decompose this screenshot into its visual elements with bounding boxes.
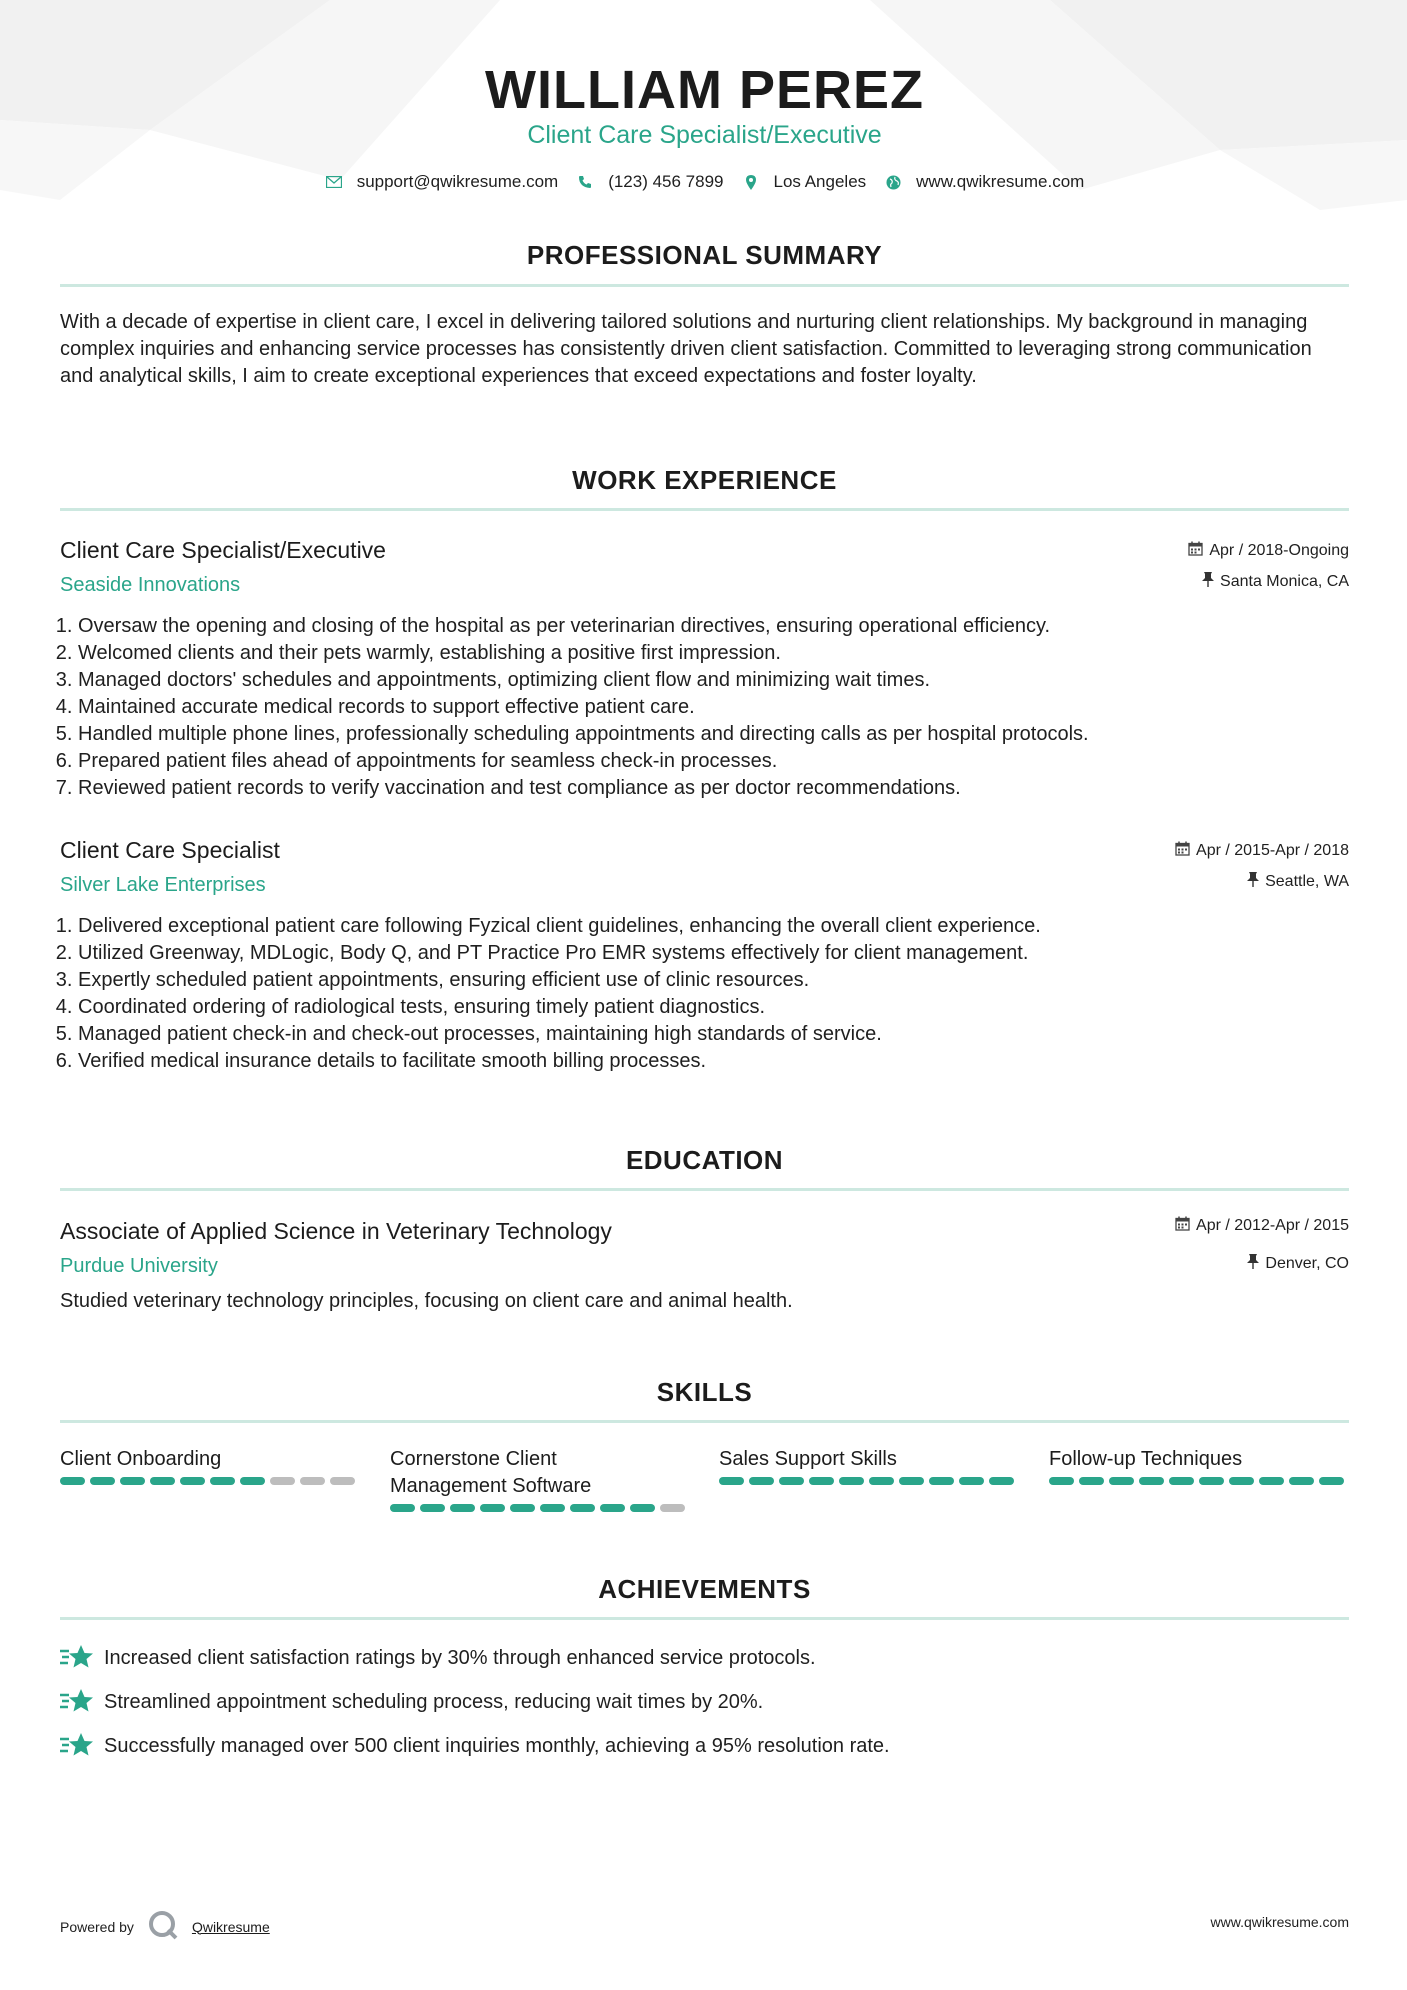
achievements-divider bbox=[60, 1617, 1349, 1620]
skill-level-bar bbox=[719, 1477, 1019, 1485]
list-item: 5. Managed patient check-in and check-out processes, maintaining high standards of service. bbox=[78, 1021, 1041, 1048]
job-location-text: Santa Monica, CA bbox=[1220, 573, 1349, 590]
skill-segment-filled bbox=[390, 1504, 415, 1512]
list-item: 3. Expertly scheduled patient appointments, ensuring efficient use of clinic resources. bbox=[78, 967, 1041, 994]
skill-segment-filled bbox=[929, 1477, 954, 1485]
degree-title: Associate of Applied Science in Veterinary Technology bbox=[60, 1218, 612, 1244]
skill-level-bar bbox=[390, 1504, 690, 1512]
job-company: Silver Lake Enterprises bbox=[60, 874, 266, 896]
achievement-text: Increased client satisfaction ratings by 30% through enhanced service protocols. bbox=[104, 1646, 816, 1669]
achievement-item bbox=[60, 1731, 1349, 1761]
list-item: 2. Welcomed clients and their pets warmly, establishing a positive first impression. bbox=[78, 640, 1089, 667]
list-item: 5. Handled multiple phone lines, professionally scheduling appointments and directing calls as per hospital protocols. bbox=[78, 721, 1089, 748]
skill-segment-filled bbox=[60, 1477, 85, 1485]
job-dates-text: Apr / 2018-Ongoing bbox=[1209, 542, 1349, 559]
skill-name: Follow-up Techniques bbox=[1049, 1448, 1243, 1470]
calendar-icon bbox=[1188, 541, 1203, 561]
candidate-name: WILLIAM PEREZ bbox=[485, 60, 924, 120]
skill-segment-empty bbox=[270, 1477, 295, 1485]
experience-divider bbox=[60, 508, 1349, 511]
pushpin-icon bbox=[1247, 872, 1259, 892]
skill-segment-filled bbox=[899, 1477, 924, 1485]
footer bbox=[60, 1900, 1349, 1940]
job-bullets bbox=[60, 613, 1089, 802]
star-icon bbox=[60, 1731, 94, 1761]
skill-segment-filled bbox=[180, 1477, 205, 1485]
skill-item bbox=[719, 1446, 1019, 1485]
list-item: 4. Coordinated ordering of radiological tests, ensuring timely patient diagnostics. bbox=[78, 994, 1041, 1021]
skill-segment-filled bbox=[90, 1477, 115, 1485]
website-text: www.qwikresume.com bbox=[916, 172, 1085, 191]
skills-divider bbox=[60, 1420, 1349, 1423]
education-dates-text: Apr / 2012-Apr / 2015 bbox=[1196, 1217, 1349, 1234]
list-item: 6. Verified medical insurance details to facilitate smooth billing processes. bbox=[78, 1048, 1041, 1075]
skill-segment-filled bbox=[120, 1477, 145, 1485]
summary-heading: PROFESSIONAL SUMMARY bbox=[526, 240, 883, 270]
skill-level-bar bbox=[1049, 1477, 1349, 1485]
email-text: support@qwikresume.com bbox=[356, 172, 559, 191]
skill-name: Client Onboarding bbox=[60, 1448, 222, 1470]
contact-website[interactable] bbox=[884, 172, 1084, 192]
contact-bar bbox=[60, 172, 1349, 192]
skill-segment-filled bbox=[1169, 1477, 1194, 1485]
powered-by bbox=[60, 1910, 270, 1943]
powered-by-label: Powered by bbox=[60, 1918, 134, 1935]
skill-segment-filled bbox=[809, 1477, 834, 1485]
achievement-text: Streamlined appointment scheduling process, reducing wait times by 20%. bbox=[104, 1690, 764, 1713]
education-location-text: Denver, CO bbox=[1265, 1255, 1349, 1272]
skill-segment-filled bbox=[150, 1477, 175, 1485]
skill-segment-filled bbox=[869, 1477, 894, 1485]
education-dates bbox=[1175, 1216, 1349, 1236]
skill-segment-filled bbox=[839, 1477, 864, 1485]
skill-segment-filled bbox=[480, 1504, 505, 1512]
education-heading: EDUCATION bbox=[625, 1145, 784, 1175]
skill-item bbox=[60, 1446, 360, 1485]
education-divider bbox=[60, 1188, 1349, 1191]
skill-segment-filled bbox=[1289, 1477, 1314, 1485]
phone-icon bbox=[576, 173, 594, 191]
job-bullets bbox=[60, 913, 1041, 1075]
skill-item bbox=[1049, 1446, 1349, 1485]
skill-segment-filled bbox=[600, 1504, 625, 1512]
skills-heading: SKILLS bbox=[656, 1377, 753, 1407]
skill-segment-filled bbox=[1199, 1477, 1224, 1485]
star-icon bbox=[60, 1687, 94, 1717]
location-text: Los Angeles bbox=[773, 172, 867, 191]
skill-segment-filled bbox=[510, 1504, 535, 1512]
skill-segment-filled bbox=[719, 1477, 744, 1485]
qwikresume-logo-icon bbox=[148, 1910, 178, 1943]
skill-segment-filled bbox=[1259, 1477, 1284, 1485]
experience-heading: WORK EXPERIENCE bbox=[572, 465, 837, 495]
skill-segment-filled bbox=[749, 1477, 774, 1485]
achievement-item bbox=[60, 1643, 1349, 1673]
phone-text: (123) 456 7899 bbox=[608, 172, 724, 191]
contact-email[interactable] bbox=[325, 172, 559, 192]
skill-segment-filled bbox=[1229, 1477, 1254, 1485]
contact-phone[interactable] bbox=[576, 172, 723, 192]
calendar-icon bbox=[1175, 841, 1190, 861]
job-role: Client Care Specialist/Executive bbox=[60, 537, 386, 563]
skill-segment-filled bbox=[240, 1477, 265, 1485]
skill-segment-filled bbox=[989, 1477, 1014, 1485]
skill-item bbox=[390, 1446, 690, 1512]
skill-segment-filled bbox=[1139, 1477, 1164, 1485]
skill-level-bar bbox=[60, 1477, 360, 1485]
achievement-text: Successfully managed over 500 client inquiries monthly, achieving a 95% resolution rate. bbox=[104, 1734, 890, 1757]
list-item: 1. Delivered exceptional patient care following Fyzical client guidelines, enhancing the overall client experience. bbox=[78, 913, 1041, 940]
qwikresume-link[interactable]: Qwikresume bbox=[191, 1918, 270, 1935]
skill-segment-filled bbox=[1079, 1477, 1104, 1485]
skill-name: Cornerstone Client Management Software bbox=[390, 1448, 592, 1497]
job-dates bbox=[1175, 841, 1349, 861]
skill-name: Sales Support Skills bbox=[719, 1448, 897, 1470]
list-item: 3. Managed doctors' schedules and appointments, optimizing client flow and minimizing wait times. bbox=[78, 667, 1089, 694]
job-location bbox=[1247, 872, 1349, 892]
skill-segment-filled bbox=[959, 1477, 984, 1485]
envelope-icon bbox=[325, 173, 343, 191]
skill-segment-filled bbox=[630, 1504, 655, 1512]
star-icon bbox=[60, 1643, 94, 1673]
skill-segment-filled bbox=[570, 1504, 595, 1512]
skill-segment-filled bbox=[210, 1477, 235, 1485]
pushpin-icon bbox=[1247, 1254, 1259, 1274]
candidate-title: Client Care Specialist/Executive bbox=[527, 121, 882, 149]
skill-segment-filled bbox=[540, 1504, 565, 1512]
job-location-text: Seattle, WA bbox=[1265, 873, 1349, 890]
job-role: Client Care Specialist bbox=[60, 837, 280, 863]
job-dates bbox=[1188, 541, 1349, 561]
skill-segment-filled bbox=[1109, 1477, 1134, 1485]
footer-website[interactable]: www.qwikresume.com bbox=[1210, 1914, 1349, 1930]
list-item: 1. Oversaw the opening and closing of the hospital as per veterinarian directives, ensuring operational efficiency. bbox=[78, 613, 1089, 640]
achievements-heading: ACHIEVEMENTS bbox=[598, 1574, 811, 1604]
summary-divider bbox=[60, 284, 1349, 287]
school-name: Purdue University bbox=[60, 1255, 218, 1277]
list-item: 2. Utilized Greenway, MDLogic, Body Q, and PT Practice Pro EMR systems effectively for client management. bbox=[78, 940, 1041, 967]
skill-segment-empty bbox=[660, 1504, 685, 1512]
education-description: Studied veterinary technology principles, focusing on client care and animal health. bbox=[60, 1290, 793, 1312]
contact-location bbox=[742, 172, 867, 192]
skill-segment-filled bbox=[779, 1477, 804, 1485]
list-item: 4. Maintained accurate medical records to support effective patient care. bbox=[78, 694, 1089, 721]
skill-segment-filled bbox=[450, 1504, 475, 1512]
skill-segment-empty bbox=[330, 1477, 355, 1485]
skill-segment-filled bbox=[420, 1504, 445, 1512]
map-pin-icon bbox=[742, 173, 760, 191]
list-item: 6. Prepared patient files ahead of appointments for seamless check-in processes. bbox=[78, 748, 1089, 775]
skill-segment-filled bbox=[1049, 1477, 1074, 1485]
job-dates-text: Apr / 2015-Apr / 2018 bbox=[1196, 842, 1349, 859]
globe-icon bbox=[884, 173, 902, 191]
summary-text: With a decade of expertise in client care, I excel in delivering tailored solutions and nurturing client relationships. My background in managing complex inquiries and enhancing service processes has consistently driven client satisfaction. Committed to leveraging strong communication and analytical skills, I aim to create exceptional experiences that exceed expectations and foster loyalty. bbox=[60, 311, 1312, 387]
pushpin-icon bbox=[1202, 572, 1214, 592]
calendar-icon bbox=[1175, 1216, 1190, 1236]
skill-segment-empty bbox=[300, 1477, 325, 1485]
list-item: 7. Reviewed patient records to verify vaccination and test compliance as per doctor recommendations. bbox=[78, 775, 1089, 802]
education-location bbox=[1247, 1254, 1349, 1274]
skill-segment-filled bbox=[1319, 1477, 1344, 1485]
job-location bbox=[1202, 572, 1349, 592]
job-company: Seaside Innovations bbox=[60, 574, 241, 596]
achievement-item bbox=[60, 1687, 1349, 1717]
